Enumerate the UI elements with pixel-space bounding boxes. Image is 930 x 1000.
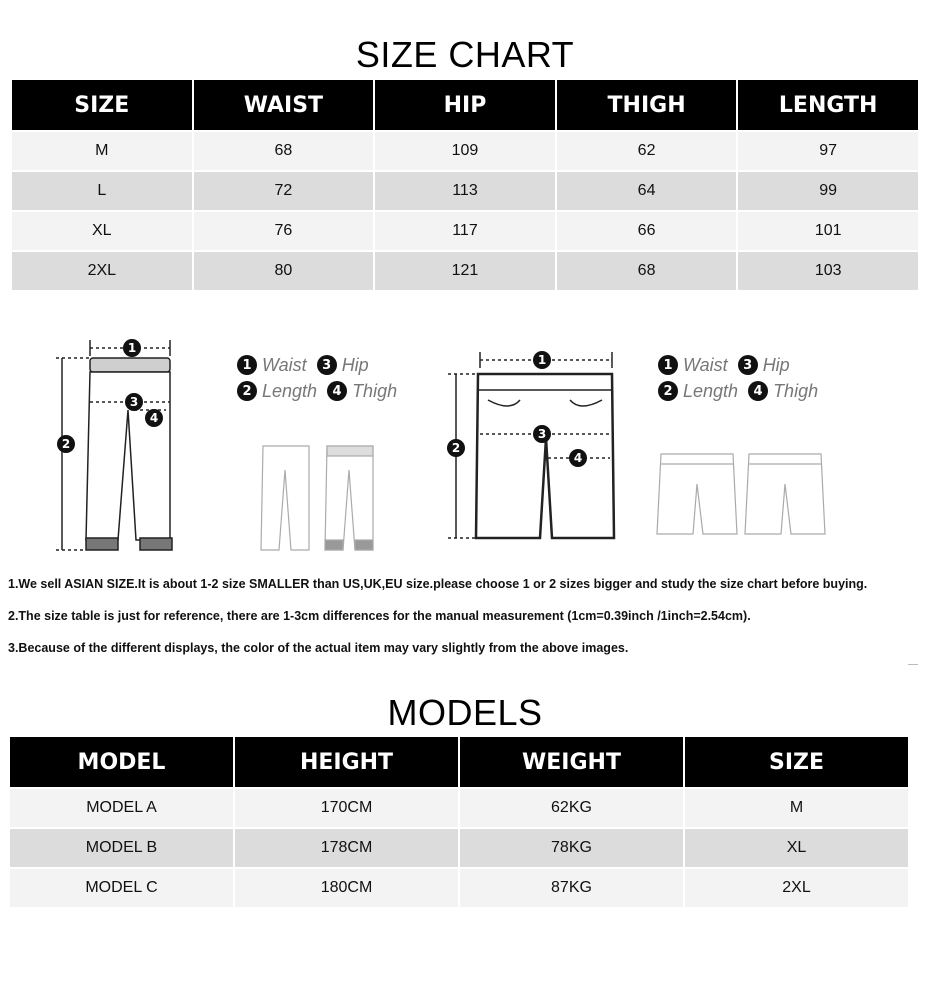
table-cell: 121 [375,252,555,290]
divider [908,664,918,665]
table-cell: 101 [738,212,918,250]
models-table [8,735,910,909]
size-header-waist: WAIST [194,80,374,130]
table-row [12,252,918,290]
legend-num-2: 2 [658,381,678,401]
table-cell: 62KG [460,789,683,827]
note-measurement-difference: 2.The size table is just for reference, there are 1-3cm differences for the manual measurement (1cm=0.39inch /1inch=2.54cm). [8,609,751,623]
table-cell: 2XL [12,252,192,290]
table-cell: MODEL B [10,829,233,867]
table-cell: M [685,789,908,827]
size-header-hip: HIP [375,80,555,130]
legend-length: Length [262,380,318,401]
marker-1: 1 [127,341,137,355]
models-header-row [10,737,908,787]
shorts-measurement-illustration [440,342,630,547]
size-header-thigh: THIGH [557,80,737,130]
table-row [12,172,918,210]
table-cell: 178CM [235,829,458,867]
size-header-size: SIZE [12,80,192,130]
measurement-legend-pants [237,352,407,404]
table-cell: 78KG [460,829,683,867]
legend-hip: Hip [341,354,369,375]
table-cell: 113 [375,172,555,210]
table-cell: 64 [557,172,737,210]
table-cell: 99 [738,172,918,210]
note-color-variation: 3.Because of the different displays, the color of the actual item may vary slightly from the above images. [8,641,629,655]
models-title: MODELS [387,692,543,733]
marker-2: 2 [61,437,71,451]
table-row [12,132,918,170]
table-row [10,789,908,827]
table-cell: 68 [557,252,737,290]
legend-hip: Hip [762,354,790,375]
legend-num-4: 4 [327,381,347,401]
marker-1: 1 [537,353,547,367]
legend-num-3: 3 [738,355,758,375]
pants-measurement-illustration [48,330,188,562]
legend-waist: Waist [683,354,728,375]
shorts-front-back-icon [655,450,835,540]
table-cell: 180CM [235,869,458,907]
table-cell: 68 [194,132,374,170]
table-cell: 80 [194,252,374,290]
size-header-length: LENGTH [738,80,918,130]
marker-2: 2 [451,441,461,455]
legend-num-3: 3 [317,355,337,375]
size-chart-table [10,78,920,292]
legend-length: Length [683,380,739,401]
legend-num-4: 4 [748,381,768,401]
legend-waist: Waist [262,354,307,375]
table-cell: 66 [557,212,737,250]
marker-3: 3 [537,427,547,441]
table-cell: M [12,132,192,170]
table-cell: 2XL [685,869,908,907]
models-header-size: SIZE [685,737,908,787]
measurement-legend-shorts [658,352,828,404]
marker-4: 4 [573,451,583,465]
table-cell: MODEL C [10,869,233,907]
table-cell: 103 [738,252,918,290]
table-row [10,869,908,907]
legend-thigh: Thigh [773,380,819,401]
legend-num-1: 1 [658,355,678,375]
table-cell: 76 [194,212,374,250]
note-asian-size: 1.We sell ASIAN SIZE.It is about 1-2 size SMALLER than US,UK,EU size.please choose 1 or 2 sizes bigger and study the size chart before buying. [8,577,868,591]
marker-3: 3 [129,395,139,409]
table-cell: 117 [375,212,555,250]
legend-thigh: Thigh [352,380,398,401]
models-header-model: MODEL [10,737,233,787]
table-cell: MODEL A [10,789,233,827]
table-cell: 97 [738,132,918,170]
table-cell: XL [12,212,192,250]
models-header-weight: WEIGHT [460,737,683,787]
table-cell: 170CM [235,789,458,827]
pants-front-back-icon [255,440,375,555]
table-row [10,829,908,867]
size-chart-title: SIZE CHART [355,34,575,75]
table-cell: 72 [194,172,374,210]
table-cell: XL [685,829,908,867]
legend-num-1: 1 [237,355,257,375]
table-cell: 62 [557,132,737,170]
legend-num-2: 2 [237,381,257,401]
table-cell: 109 [375,132,555,170]
table-cell: 87KG [460,869,683,907]
size-chart-header-row [12,80,918,130]
table-cell: L [12,172,192,210]
models-header-height: HEIGHT [235,737,458,787]
table-row [12,212,918,250]
marker-4: 4 [149,411,159,425]
